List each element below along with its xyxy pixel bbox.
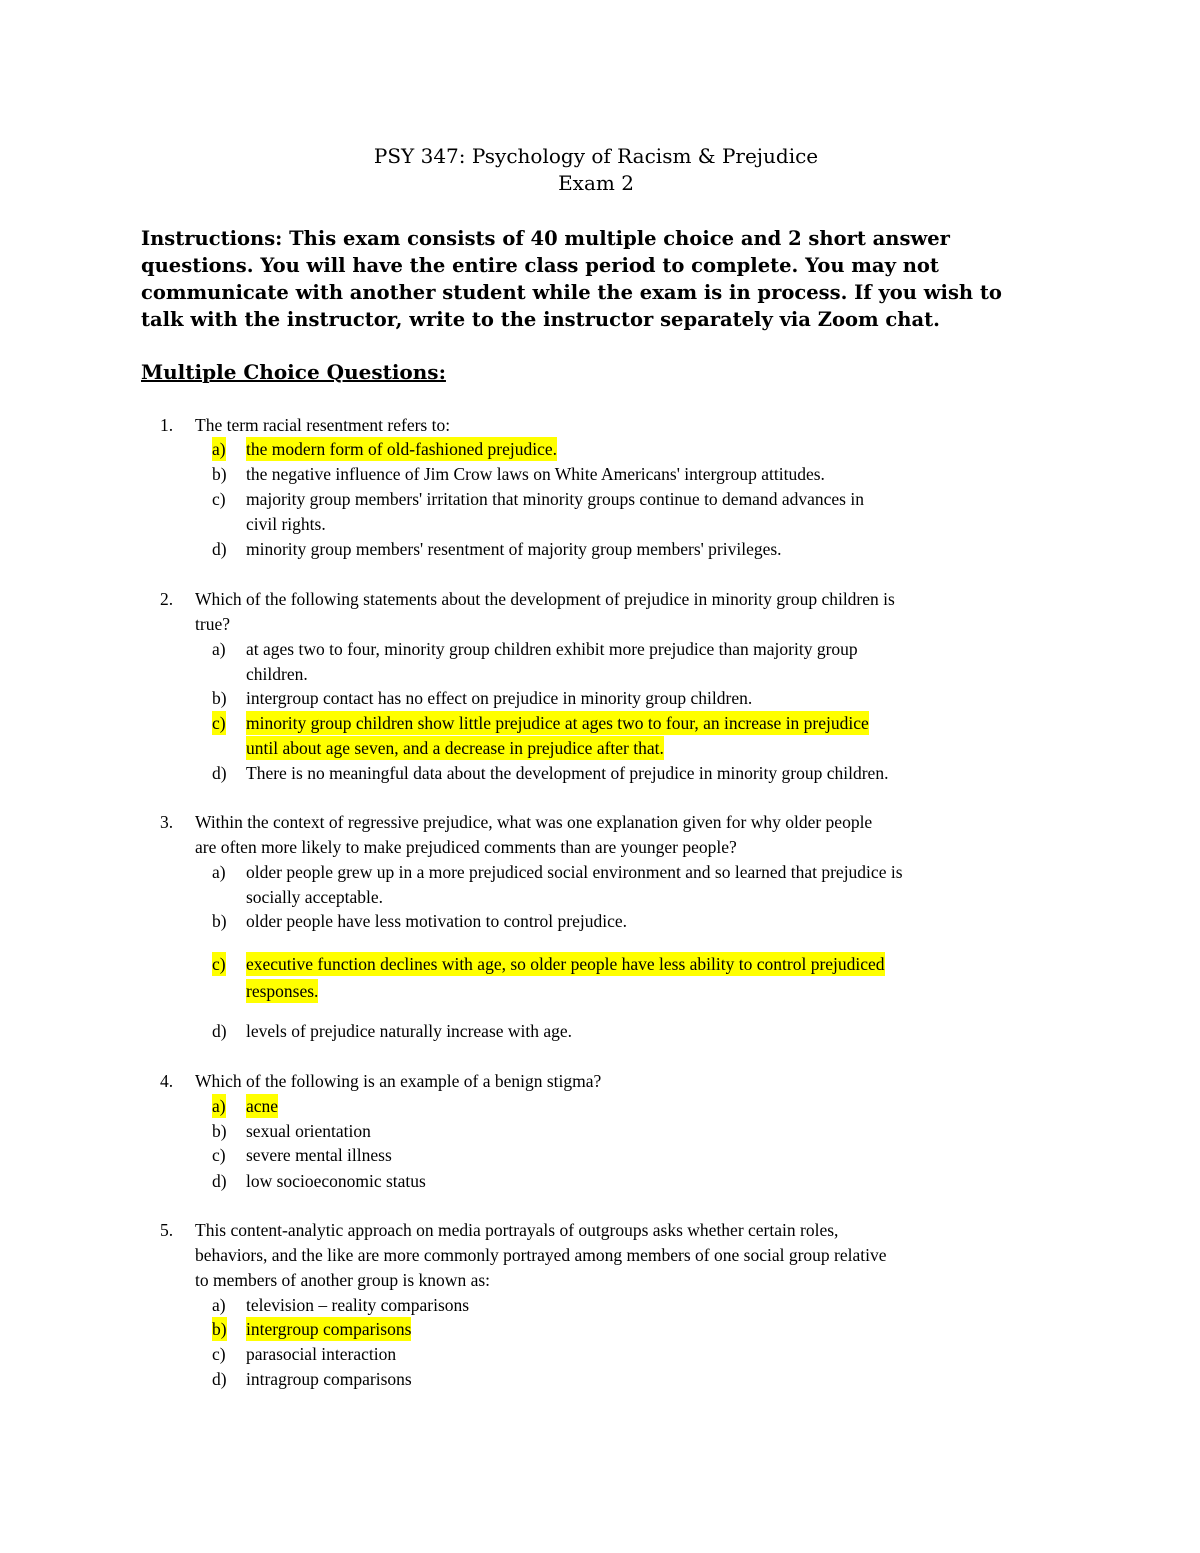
question-stem: The term racial resentment refers to: — [195, 415, 451, 435]
answer-option: the negative influence of Jim Crow laws on White Americans' intergroup attitudes. — [246, 464, 825, 484]
option-letter: b) — [212, 464, 227, 484]
question-stem: behaviors, and the like are more commonly portrayed among members of one social group relative — [195, 1245, 887, 1265]
answer-option: civil rights. — [246, 514, 326, 534]
option-letter: a) — [212, 862, 226, 882]
option-letter: d) — [212, 763, 227, 783]
answer-option: intragroup comparisons — [246, 1369, 412, 1389]
answer-option: older people grew up in a more prejudiced social environment and so learned that prejudice is — [246, 862, 903, 882]
question-stem: true? — [195, 614, 230, 634]
option-letter: a) — [212, 639, 226, 659]
answer-option: severe mental illness — [246, 1145, 392, 1165]
answer-option: television – reality comparisons — [246, 1295, 470, 1315]
answer-option: socially acceptable. — [246, 887, 384, 907]
question-number: 2. — [160, 589, 174, 609]
question-stem: are often more likely to make prejudiced comments than are younger people? — [195, 837, 737, 857]
question-stem: Which of the following statements about the development of prejudice in minority group children is — [195, 589, 895, 609]
option-letter: b) — [212, 911, 227, 931]
option-letter: c) — [212, 713, 226, 733]
instructions: Instructions: This exam consists of 40 multiple choice and 2 short answer questions. You will have the entire class period to complete. You may not communicate with another student while the exam is in process. If you wish to talk with the instructor, write to the instructor separately via Zoom chat. — [141, 227, 1002, 331]
option-letter: c) — [212, 1344, 226, 1364]
answer-option-highlighted: minority group children show little prejudice at ages two to four, an increase in prejudice — [246, 713, 869, 733]
answer-option: There is no meaningful data about the development of prejudice in minority group children. — [246, 763, 889, 783]
section-heading: Multiple Choice Questions: — [141, 360, 446, 384]
answer-option-highlighted: until about age seven, and a decrease in prejudice after that. — [246, 738, 664, 758]
answer-option: intergroup contact has no effect on prejudice in minority group children. — [246, 688, 753, 708]
answer-option: at ages two to four, minority group children exhibit more prejudice than majority group — [246, 639, 858, 659]
course-title: PSY 347: Psychology of Racism & Prejudice — [373, 144, 819, 168]
answer-option: older people have less motivation to control prejudice. — [246, 911, 628, 931]
answer-option-highlighted: intergroup comparisons — [246, 1319, 412, 1339]
answer-option-highlighted: the modern form of old-fashioned prejudice. — [246, 439, 558, 459]
question-stem: Which of the following is an example of a benign stigma? — [195, 1071, 602, 1091]
option-letter: d) — [212, 1369, 227, 1389]
answer-option: low socioeconomic status — [246, 1171, 426, 1191]
option-letter: a) — [212, 1295, 226, 1315]
answer-option-highlighted: responses. — [246, 981, 319, 1001]
question-stem: Within the context of regressive prejudice, what was one explanation given for why older people — [195, 812, 873, 832]
option-letter: c) — [212, 489, 226, 509]
option-letter: d) — [212, 539, 227, 559]
question-number: 3. — [160, 812, 174, 832]
option-letter: d) — [212, 1021, 227, 1041]
answer-option: sexual orientation — [246, 1121, 371, 1141]
answer-option: minority group members' resentment of majority group members' privileges. — [246, 539, 782, 559]
option-letter: d) — [212, 1171, 227, 1191]
option-letter: c) — [212, 1145, 226, 1165]
question-stem: to members of another group is known as: — [195, 1270, 491, 1290]
option-letter: b) — [212, 1319, 227, 1339]
option-letter: b) — [212, 1121, 227, 1141]
answer-option: parasocial interaction — [246, 1344, 397, 1364]
question-number: 5. — [160, 1220, 174, 1240]
answer-option: children. — [246, 664, 308, 684]
answer-option: majority group members' irritation that minority groups continue to demand advances in — [246, 489, 864, 509]
answer-option: levels of prejudice naturally increase with age. — [246, 1021, 573, 1041]
option-letter: b) — [212, 688, 227, 708]
answer-option-highlighted: executive function declines with age, so older people have less ability to control prejudiced — [246, 954, 885, 974]
question-number: 1. — [160, 415, 174, 435]
exam-title: Exam 2 — [558, 171, 634, 195]
option-letter: a) — [212, 439, 226, 459]
question-stem: This content-analytic approach on media portrayals of outgroups asks whether certain roles, — [195, 1220, 839, 1240]
answer-option-highlighted: acne — [246, 1096, 279, 1116]
option-letter: c) — [212, 954, 226, 974]
option-letter: a) — [212, 1096, 226, 1116]
question-number: 4. — [160, 1071, 174, 1091]
